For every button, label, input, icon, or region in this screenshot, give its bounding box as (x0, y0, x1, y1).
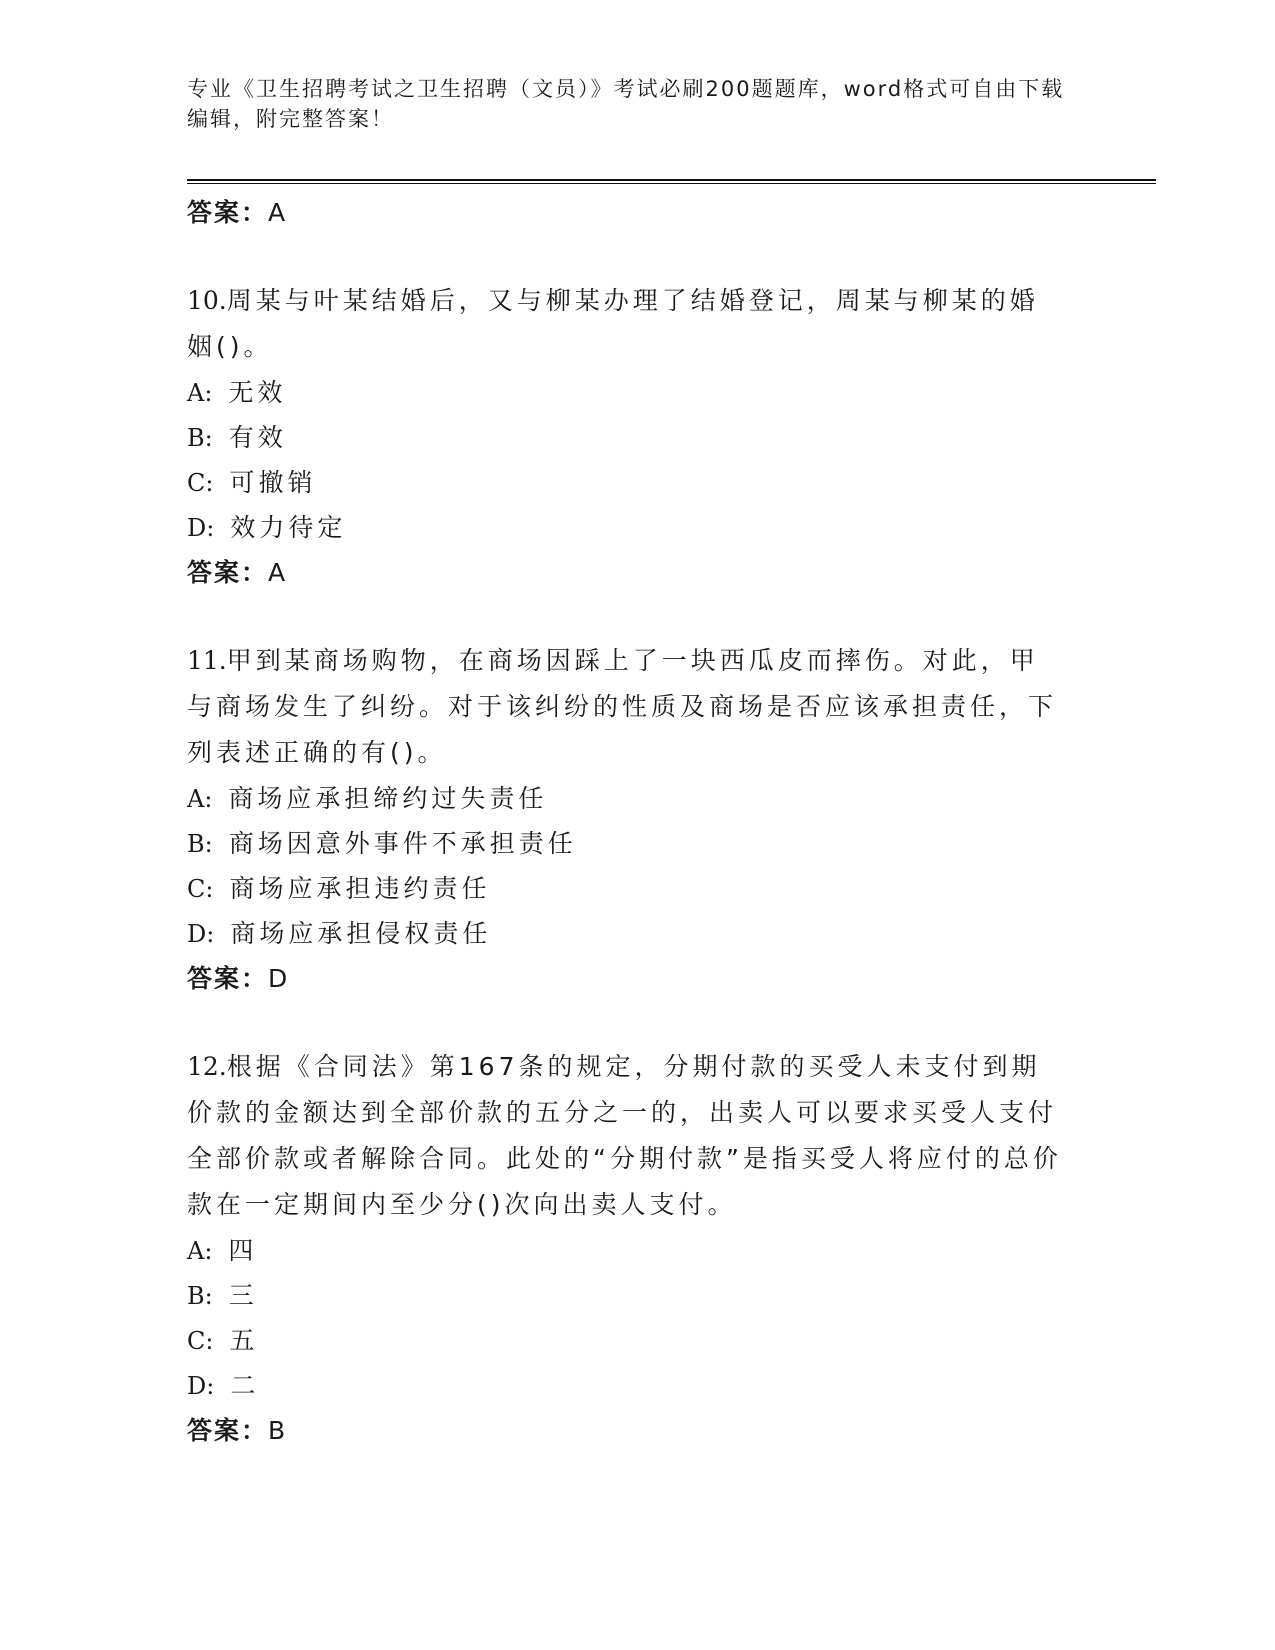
option-text: 商场应承担违约责任 (229, 874, 491, 903)
option-text: 三 (228, 1281, 258, 1310)
option-key: A: (187, 1237, 213, 1265)
option-a (187, 776, 1067, 821)
option-text: 无效 (228, 378, 287, 407)
option-a (187, 1228, 1067, 1273)
question-block (187, 278, 1067, 596)
option-key: C: (187, 875, 214, 903)
question-number: 10. (187, 286, 227, 315)
option-key: B: (187, 1282, 213, 1310)
document-header: 专业《卫生招聘考试之卫生招聘（文员）》考试必刷200题题库，word格式可自由下载编辑，附完整答案！ (187, 77, 1065, 131)
question-stem: 甲到某商场购物，在商场因踩上了一块西瓜皮而摔伤。对此，甲与商场发生了纠纷。对于该纠纷的性质及商场是否应该承担责任，下列表述正确的有()。 (187, 646, 1058, 767)
option-text: 效力待定 (230, 513, 347, 542)
answer-line (187, 550, 1067, 596)
option-text: 四 (228, 1236, 258, 1265)
option-text: 可撤销 (229, 468, 317, 497)
question-number: 11. (187, 646, 227, 675)
option-key: A: (187, 785, 213, 813)
option-d (187, 505, 1067, 550)
question-text (187, 278, 1067, 370)
option-key: D: (187, 1372, 215, 1400)
option-key: D: (187, 514, 215, 542)
option-c (187, 460, 1067, 505)
question-text (187, 638, 1067, 776)
option-b (187, 821, 1067, 866)
answer-label: 答案： (187, 964, 269, 993)
answer-label: 答案： (187, 558, 269, 587)
option-text: 商场应承担侵权责任 (230, 919, 492, 948)
option-text: 商场应承担缔约过失责任 (228, 784, 548, 813)
option-key: C: (187, 1327, 214, 1355)
option-text: 商场因意外事件不承担责任 (228, 829, 577, 858)
option-d (187, 911, 1067, 956)
option-text: 二 (230, 1371, 260, 1400)
question-list (187, 190, 1067, 1454)
answer-value: D (268, 964, 290, 993)
header-divider (187, 179, 1156, 184)
option-b (187, 1273, 1067, 1318)
answer-value: A (268, 198, 288, 227)
answer-line (187, 1408, 1067, 1454)
option-c (187, 1318, 1067, 1363)
option-b (187, 415, 1067, 460)
answer-value: B (268, 1416, 288, 1445)
question-number: 12. (187, 1052, 227, 1081)
question-stem: 周某与叶某结婚后，又与柳某办理了结婚登记，周某与柳某的婚姻()。 (187, 286, 1039, 361)
option-key: D: (187, 920, 215, 948)
option-c (187, 866, 1067, 911)
question-text (187, 1044, 1067, 1228)
answer-line (187, 190, 1067, 236)
answer-line (187, 956, 1067, 1002)
answer-value: A (268, 558, 288, 587)
option-key: B: (187, 830, 213, 858)
option-key: C: (187, 469, 214, 497)
question-block (187, 1044, 1067, 1454)
option-text: 有效 (228, 423, 287, 452)
option-text: 五 (229, 1326, 259, 1355)
question-stem: 根据《合同法》第167条的规定，分期付款的买受人未支付到期价款的金额达到全部价款的五分之一的，出卖人可以要求买受人支付全部价款或者解除合同。此处的“分期付款”是指买受人将应付的总价款在一定期间内至少分()次向出卖人支付。 (187, 1052, 1062, 1219)
option-a (187, 370, 1067, 415)
option-key: A: (187, 379, 213, 407)
answer-label: 答案： (187, 198, 269, 227)
question-block (187, 638, 1067, 1002)
option-d (187, 1363, 1067, 1408)
option-key: B: (187, 424, 213, 452)
answer-label: 答案： (187, 1416, 269, 1445)
